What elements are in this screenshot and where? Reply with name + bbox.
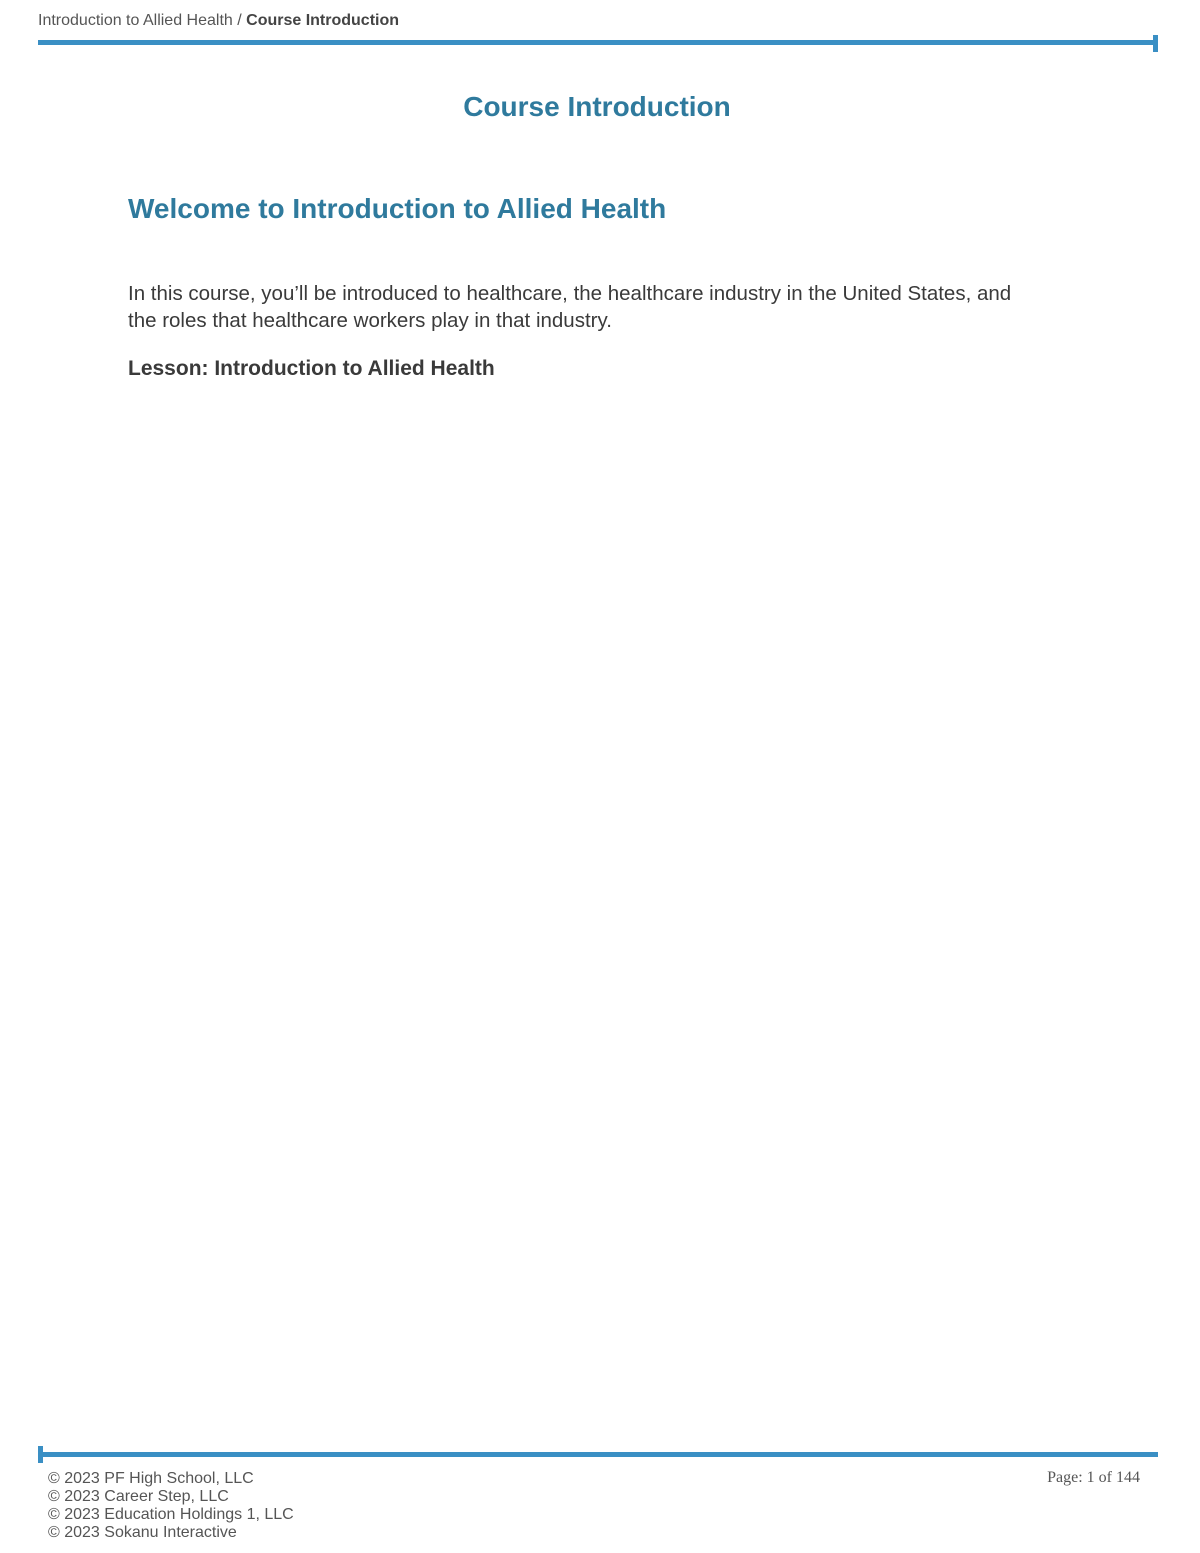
copyright-line: © 2023 PF High School, LLC bbox=[48, 1470, 254, 1487]
page-number-total: 144 bbox=[1116, 1469, 1140, 1486]
header-divider-end-cap bbox=[1153, 35, 1158, 52]
copyright-line: © 2023 Sokanu Interactive bbox=[48, 1524, 237, 1541]
page-number bbox=[1047, 1469, 1140, 1487]
lesson-label: Lesson: Introduction to Allied Health bbox=[128, 357, 495, 380]
breadcrumb-parent: Introduction to Allied Health bbox=[38, 12, 233, 29]
page-title: Course Introduction bbox=[463, 91, 731, 122]
breadcrumb-separator: / bbox=[232, 12, 247, 29]
footer-divider-start-cap bbox=[38, 1446, 43, 1463]
copyright-line: © 2023 Career Step, LLC bbox=[48, 1488, 229, 1505]
header-divider bbox=[38, 40, 1158, 45]
intro-paragraph: In this course, you’ll be introduced to healthcare, the healthcare industry in the United States, and the roles that healthcare workers play in that industry. bbox=[128, 282, 1012, 332]
page-number-of: of bbox=[1094, 1469, 1116, 1486]
footer-divider bbox=[38, 1452, 1158, 1457]
copyright-list bbox=[48, 1470, 294, 1542]
page-number-prefix: Page: bbox=[1047, 1469, 1087, 1486]
copyright-line: © 2023 Education Holdings 1, LLC bbox=[48, 1506, 294, 1523]
breadcrumb bbox=[38, 12, 399, 30]
breadcrumb-current: Course Introduction bbox=[246, 12, 400, 29]
section-heading: Welcome to Introduction to Allied Health bbox=[128, 193, 667, 224]
page-number-current: 1 bbox=[1086, 1469, 1095, 1486]
